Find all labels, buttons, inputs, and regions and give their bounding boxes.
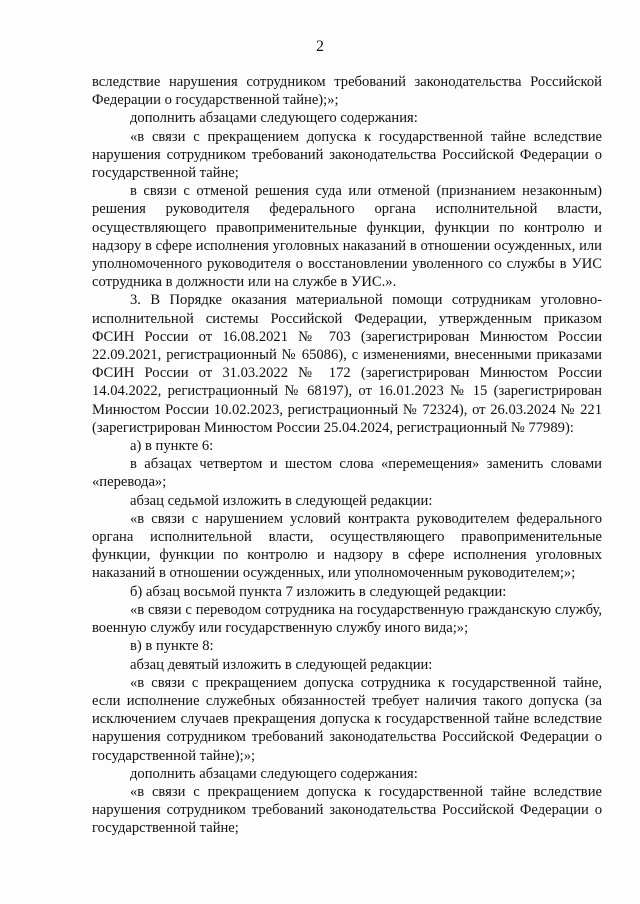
paragraph-court-decision: в связи с отменой решения суда или отменой (признанием незаконным) решения руководителя федерального органа исполнительной власти, осуществляющего правоприменительные функции, функции по контролю и надзору в сфере исполнения уголовных наказаний в отношении осужденных, или уполномоченного руководителя о восстановлении уволенного со службы в УИС сотрудника в должности или на службе в УИС.».	[92, 183, 602, 291]
paragraph-transfer: «в связи с переводом сотрудника на государственную гражданскую службу, военную службу или государственную службу иного вида;»;	[92, 601, 602, 637]
paragraph-access-termination: «в связи с прекращением допуска сотрудника к государственной тайне, если исполнение служебных обязанностей требует наличия такого допуска (за исключением случаев прекращения допуска к государственной тайне вследствие нарушения сотрудником требований законодательства Российской Федерации о государственной тайне);»;	[92, 674, 602, 764]
paragraph-add-clauses: дополнить абзацами следующего содержания:	[130, 110, 418, 127]
paragraph-ninth-clause: абзац девятый изложить в следующей редакции:	[130, 656, 433, 673]
paragraph-item-b: б) абзац восьмой пункта 7 изложить в следующей редакции:	[130, 583, 507, 600]
paragraph-add-clauses-2: дополнить абзацами следующего содержания:	[130, 765, 418, 782]
paragraph-section-3: 3. В Порядке оказания материальной помощи сотрудникам уголовно-исполнительной системы Российской Федерации, утвержденным приказом ФСИН России от 16.08.2021 № 703 (зарегистрирован Минюстом России 22.09.2021, регистрационный № 65086), с изменениями, внесенными приказами ФСИН России от 31.03.2022 № 172 (зарегистрирован Минюстом России 14.04.2022, регистрационный № 68197), от 16.01.2023 № 15 (зарегистрирован Минюстом России 10.02.2023, регистрационный № 72324), от 26.03.2024 № 221 (зарегистрирован Минюстом России 25.04.2024, регистрационный № 77989):	[92, 292, 602, 436]
document-body	[92, 73, 602, 838]
paragraph-contract-violation: «в связи с нарушением условий контракта руководителем федерального органа исполнительной власти, осуществляющего правоприменительные функции, функции по контролю и надзору в сфере исполнения уголовных наказаний в отношении осужденных, или уполномоченным руководителем;»;	[92, 510, 602, 582]
paragraph-continuation: вследствие нарушения сотрудником требований законодательства Российской Федерации о государственной тайне);»;	[92, 74, 602, 109]
paragraph-item-v: в) в пункте 8:	[130, 638, 214, 655]
paragraph-seventh-clause: абзац седьмой изложить в следующей редакции:	[130, 492, 433, 509]
paragraph-quote-secret-access: «в связи с прекращением допуска к государственной тайне вследствие нарушения сотрудником требований законодательства Российской Федерации о государственной тайне;	[92, 128, 602, 182]
paragraph-replace-words: в абзацах четвертом и шестом слова «перемещения» заменить словами «перевода»;	[92, 456, 602, 491]
page-number: 2	[316, 38, 324, 55]
paragraph-quote-secret-access-2: «в связи с прекращением допуска к государственной тайне вследствие нарушения сотрудником требований законодательства Российской Федерации о государственной тайне;	[92, 783, 602, 837]
paragraph-item-a: а) в пункте 6:	[130, 438, 214, 455]
